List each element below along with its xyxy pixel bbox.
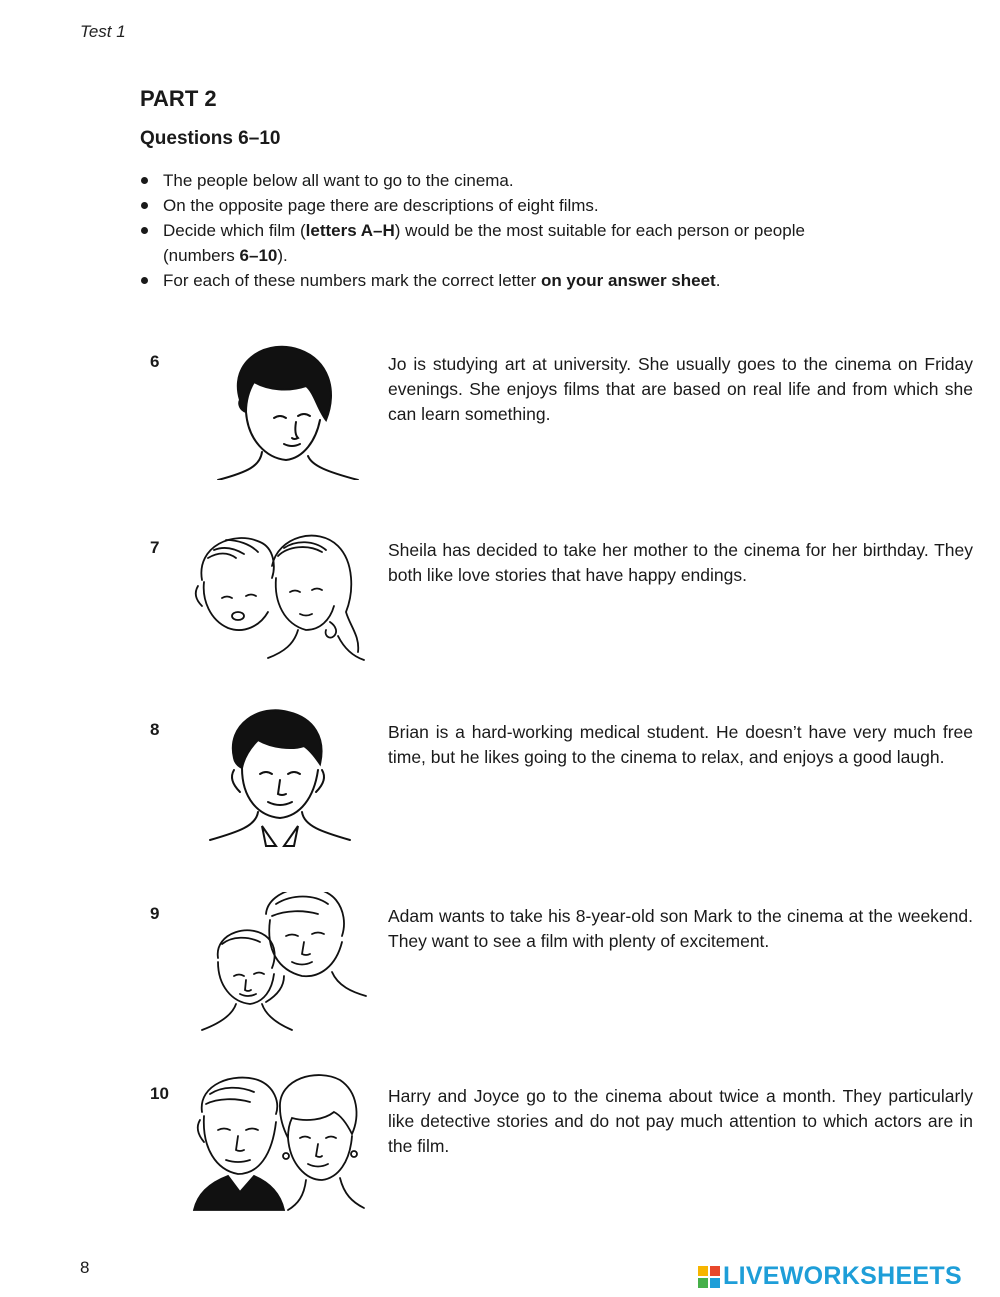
instructions-list (140, 168, 840, 293)
instruction-emphasis: on your answer sheet (540, 271, 716, 290)
page-number: 8 (80, 1258, 90, 1277)
question-number: 6 (150, 352, 160, 371)
running-head: Test 1 (80, 22, 126, 41)
question-item-7 (0, 538, 1000, 678)
instruction-text: . (715, 271, 721, 290)
question-item-10 (0, 1084, 1000, 1224)
instruction-item (140, 218, 840, 268)
question-item-8 (0, 720, 1000, 860)
instruction-text: ) would be the most suitable for each person or people (numbers (163, 221, 805, 265)
question-number: 8 (150, 720, 160, 739)
instruction-item (140, 193, 840, 218)
liveworksheets-cube-icon (698, 1266, 720, 1288)
question-description: Adam wants to take his 8-year-old son Mark to the cinema at the weekend. They want to see a film with plenty of excitement. (388, 906, 973, 951)
instruction-text: The people below all want to go to the cinema. (163, 171, 514, 190)
question-item-9 (0, 904, 1000, 1044)
instruction-text: On the opposite page there are descriptions of eight films. (163, 196, 599, 215)
question-item-6 (0, 352, 1000, 492)
instruction-text: ). (277, 246, 288, 265)
instruction-emphasis: 6–10 (239, 246, 278, 265)
two-women-portrait-icon (188, 526, 368, 666)
young-woman-portrait-icon (188, 340, 368, 480)
instruction-item (140, 168, 840, 193)
question-number: 9 (150, 904, 160, 923)
questions-title: Questions 6–10 (140, 128, 281, 149)
question-description: Brian is a hard-working medical student. He doesn’t have very much free time, but he likes going to the cinema to relax, and enjoys a good laugh. (388, 722, 973, 767)
question-number: 10 (150, 1084, 169, 1103)
part-title: PART 2 (140, 86, 217, 111)
instruction-text: For each of these numbers mark the correct letter (163, 271, 541, 290)
instruction-item (140, 268, 840, 293)
question-description: Sheila has decided to take her mother to the cinema for her birthday. They both like love stories that have happy endings. (388, 540, 973, 585)
question-description: Harry and Joyce go to the cinema about twice a month. They particularly like detective stories and do not pay much attention to which actors are in the film. (388, 1086, 973, 1156)
instruction-text: Decide which film ( (163, 221, 306, 240)
instruction-emphasis: letters A–H (305, 221, 395, 240)
liveworksheets-logo (698, 1262, 962, 1291)
question-description: Jo is studying art at university. She usually goes to the cinema on Friday evenings. She enjoys films that are based on real life and from which she can learn something. (388, 354, 973, 424)
young-man-portrait-icon (188, 708, 368, 848)
question-number: 7 (150, 538, 160, 557)
father-and-son-portrait-icon (188, 892, 368, 1032)
older-couple-portrait-icon (188, 1072, 368, 1212)
brand-name: LIVEWORKSHEETS (723, 1262, 962, 1290)
